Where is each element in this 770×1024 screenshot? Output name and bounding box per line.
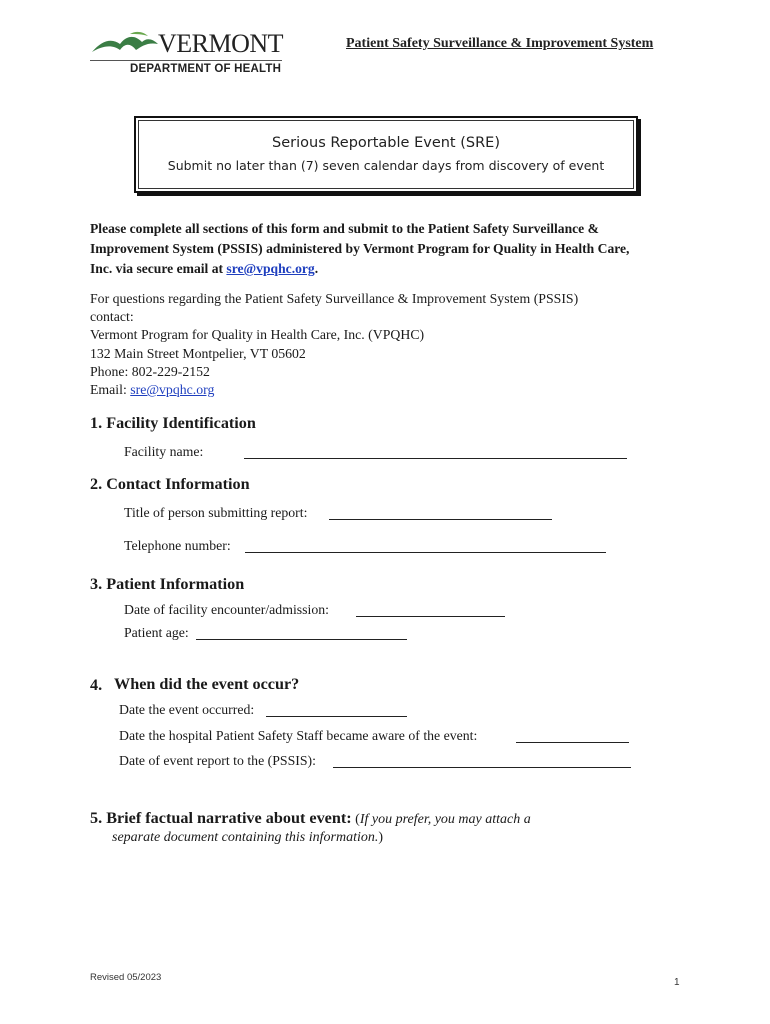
staff-aware-field[interactable] [516,728,629,743]
page-number: 1 [674,977,680,988]
telephone-label: Telephone number: [124,538,231,553]
logo-department: DEPARTMENT OF HEALTH [130,63,282,75]
section-4-title: When did the event occur? [114,675,300,693]
report-date-field[interactable] [333,753,631,768]
contact-email-link[interactable]: sre@vpqhc.org [130,382,215,398]
revised-date: Revised 05/2023 [90,972,162,983]
contact-line: 132 Main Street Montpelier, VT 05602 [90,345,306,361]
contact-block [90,290,670,399]
logo-wordmark: VERMONT [158,29,284,58]
title-person-field[interactable] [329,505,552,520]
section-5-title: 5. Brief factual narrative about event: [90,809,352,827]
telephone-field[interactable] [245,538,606,553]
section-1-title: 1. Facility Identification [90,414,256,432]
sre-title: Serious Reportable Event (SRE) [272,135,500,151]
encounter-date-label: Date of facility encounter/admission: [124,602,329,617]
patient-age-field[interactable] [196,625,407,640]
contact-line: For questions regarding the Patient Safety Surveillance & Improvement System (PSSIS) [90,291,579,306]
intro-period: . [314,261,319,276]
section-3-title: 3. Patient Information [90,575,245,593]
paren-open: ( [351,812,360,827]
contact-email-label: Email: [90,382,131,398]
contact-email-line [90,381,670,399]
sre-subtitle: Submit no later than (7) seven calendar days from discovery of event [167,158,605,173]
section-4-number: 4. [90,676,103,694]
contact-line: Phone: 802-229-2152 [90,363,210,379]
title-person-label: Title of person submitting report: [124,505,308,520]
narrative-note-2: separate document containing this information. [112,830,379,845]
report-date-label: Date of event report to the (PSSIS): [119,753,316,768]
sre-inner-border [138,120,634,189]
event-occurred-label: Date the event occurred: [119,702,255,717]
patient-age-label: Patient age: [124,625,189,640]
narrative-note-1: If you prefer, you may attach a [359,812,531,827]
facility-name-field[interactable] [244,444,627,459]
intro-paragraph [90,219,650,279]
mountain-leaf-icon [90,30,160,56]
section-5-title-line [90,809,531,828]
logo-divider [90,60,282,61]
facility-name-label: Facility name: [124,444,204,459]
section-2-title: 2. Contact Information [90,475,250,493]
contact-line: contact: [90,309,134,325]
contact-line: Vermont Program for Quality in Health Care, Inc. (VPQHC) [90,327,425,343]
section-5-note-line [112,830,383,846]
intro-email-link[interactable]: sre@vpqhc.org [226,261,315,276]
vermont-health-logo [90,30,282,76]
staff-aware-label: Date the hospital Patient Safety Staff became aware of the event: [119,728,478,743]
encounter-date-field[interactable] [356,602,505,617]
paren-close: ) [378,830,384,845]
event-occurred-field[interactable] [266,702,407,717]
header-title: Patient Safety Surveillance & Improvement System [346,36,654,51]
sre-notice-box [134,116,638,193]
intro-text: Please complete all sections of this form and submit to the Patient Safety Surveillance & Improvement System (PSSIS) administered by Vermont Program for Quality in Health Care, Inc. via secure email at [90,221,630,276]
